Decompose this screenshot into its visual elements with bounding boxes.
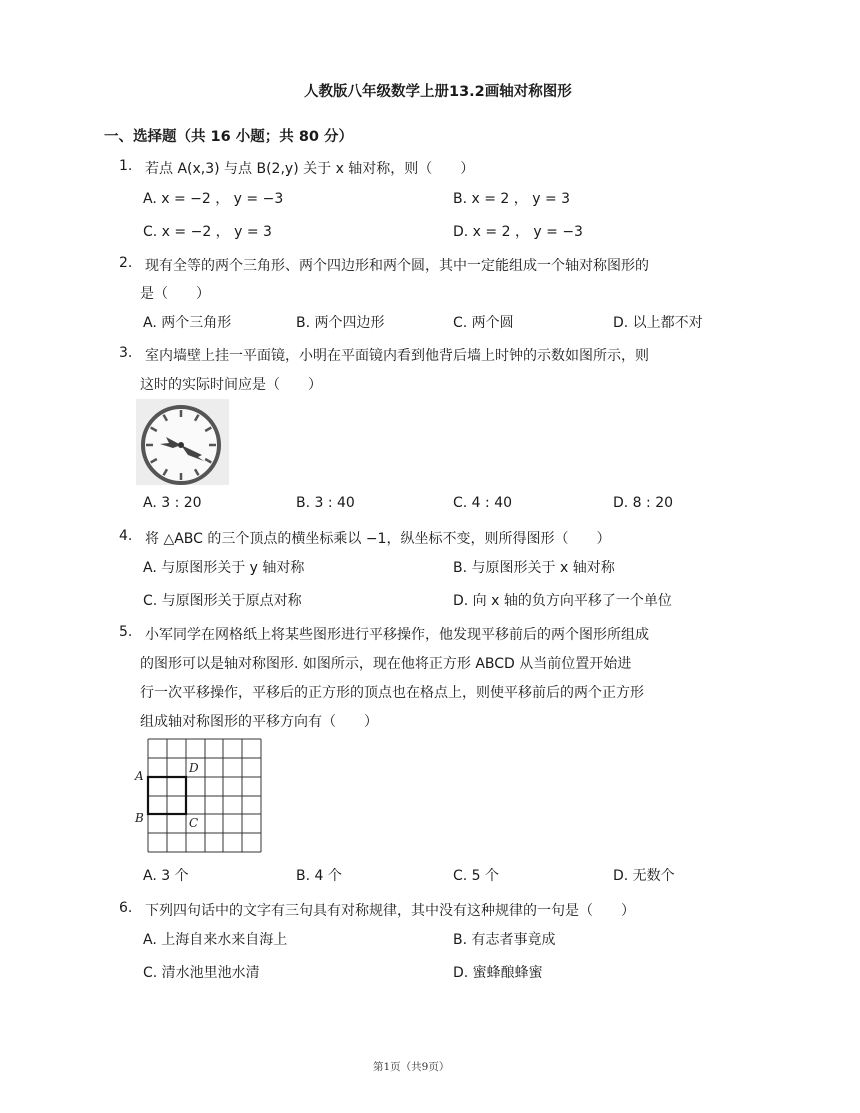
question-5-stem-line-3: 行一次平移操作，平移后的正方形的顶点也在格点上，则使平移前后的两个正方形: [140, 685, 644, 701]
question-1-option-d: D. x = 2 ， y = −3: [453, 224, 583, 240]
question-3-option-b: B. 3 : 40: [296, 495, 355, 511]
question-6-option-d: D. 蜜蜂酿蜂蜜: [453, 965, 543, 981]
question-3-option-a: A. 3 : 20: [143, 495, 202, 511]
question-6-option-b: B. 有志者事竟成: [453, 932, 556, 948]
question-5-number: 5.: [119, 624, 133, 640]
question-6-number: 6.: [119, 900, 133, 916]
question-2-option-a: A. 两个三角形: [143, 315, 232, 331]
question-2-option-c: C. 两个圆: [453, 315, 514, 331]
question-3-stem-line-1: 室内墙壁上挂一平面镜，小明在平面镜内看到他背后墙上时钟的示数如图所示，则: [145, 348, 649, 364]
question-5-option-b: B. 4 个: [296, 868, 342, 884]
question-3-number: 3.: [119, 345, 133, 361]
question-1-option-b: B. x = 2 ， y = 3: [453, 191, 571, 207]
question-3-option-c: C. 4 : 40: [453, 495, 513, 511]
question-3-stem-line-2: 这时的实际时间应是（ ）: [140, 377, 322, 393]
question-6-stem: 下列四句话中的文字有三句具有对称规律，其中没有这种规律的一句是（ ）: [145, 903, 635, 919]
question-6-option-c: C. 清水池里池水清: [143, 965, 260, 981]
question-3-option-d: D. 8 : 20: [613, 495, 674, 511]
clock-figure: [136, 399, 229, 485]
question-4-option-d: D. 向 x 轴的负方向平移了一个单位: [453, 593, 672, 609]
question-4-stem: 将 △ABC 的三个顶点的横坐标乘以 −1，纵坐标不变，则所得图形（ ）: [145, 531, 611, 547]
question-2-option-b: B. 两个四边形: [296, 315, 385, 331]
question-5-stem-line-2: 的图形可以是轴对称图形. 如图所示，现在他将正方形 ABCD 从当前位置开始进: [140, 656, 632, 672]
section-heading: 一、选择题（共 16 小题；共 80 分）: [104, 129, 354, 145]
question-5-option-d: D. 无数个: [613, 868, 675, 884]
square-grid-diagram: [132, 736, 267, 861]
question-4-option-c: C. 与原图形关于原点对称: [143, 593, 302, 609]
question-4-option-b: B. 与原图形关于 x 轴对称: [453, 560, 615, 576]
question-4-option-a: A. 与原图形关于 y 轴对称: [143, 560, 305, 576]
page-title: 人教版八年级数学上册13.2画轴对称图形: [304, 84, 572, 100]
question-4-number: 4.: [119, 528, 133, 544]
vertex-label-a: A: [135, 769, 144, 783]
grid-figure: [132, 736, 267, 865]
question-2-number: 2.: [119, 255, 133, 271]
vertex-label-b: B: [135, 811, 144, 825]
question-6-option-a: A. 上海自来水来自海上: [143, 932, 288, 948]
question-2-stem-line-1: 现有全等的两个三角形、两个四边形和两个圆，其中一定能组成一个轴对称图形的: [145, 258, 649, 274]
question-1-option-a: A. x = −2 ， y = −3: [143, 191, 284, 207]
question-5-stem-line-4: 组成轴对称图形的平移方向有（ ）: [140, 714, 378, 730]
vertex-label-c: C: [189, 816, 199, 830]
mirrored-clock-illustration: [136, 399, 229, 485]
question-2-option-d: D. 以上都不对: [613, 315, 703, 331]
question-1-number: 1.: [119, 158, 133, 174]
question-5-option-c: C. 5 个: [453, 868, 500, 884]
question-1-option-c: C. x = −2 ， y = 3: [143, 224, 272, 240]
question-5-stem-line-1: 小军同学在网格纸上将某些图形进行平移操作，他发现平移前后的两个图形所组成: [145, 627, 649, 643]
vertex-label-d: D: [189, 761, 199, 775]
question-5-option-a: A. 3 个: [143, 868, 189, 884]
question-1-stem: 若点 A(x,3) 与点 B(2,y) 关于 x 轴对称，则（ ）: [145, 161, 475, 177]
page-footer: 第1页（共9页）: [373, 1061, 450, 1073]
question-2-stem-line-2: 是（ ）: [140, 286, 210, 302]
